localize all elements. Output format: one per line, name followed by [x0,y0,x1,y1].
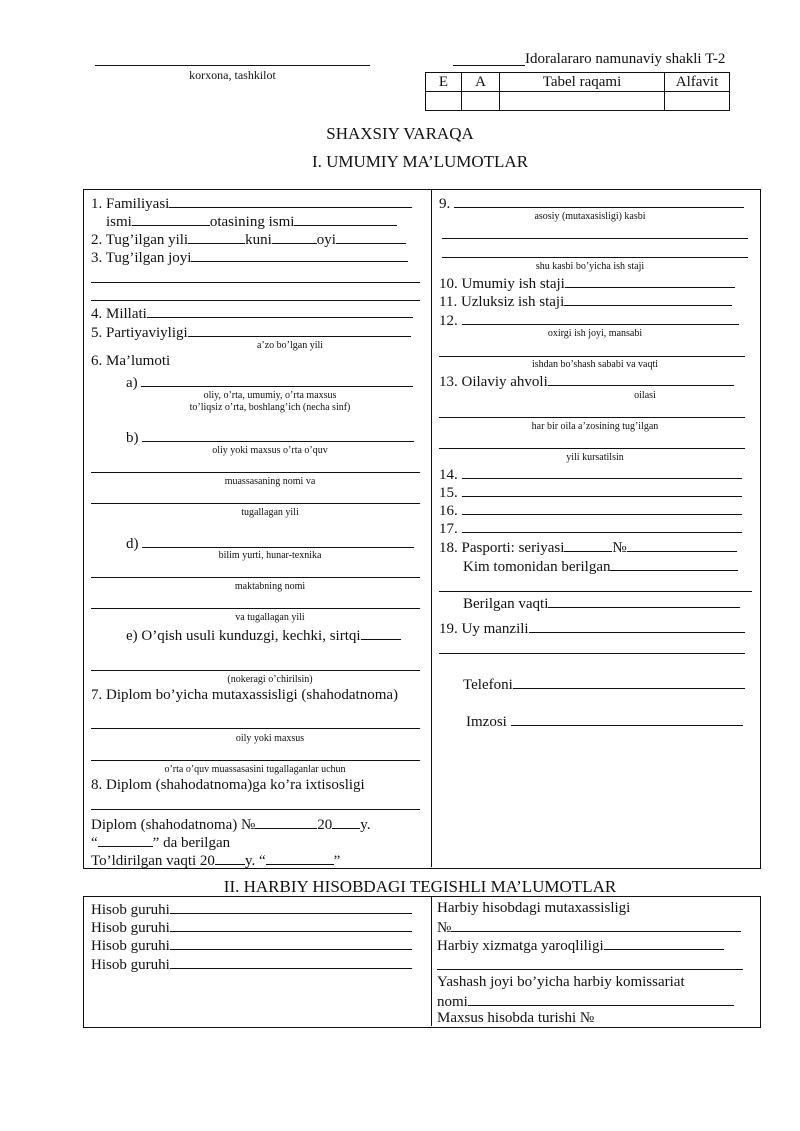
cell-e[interactable] [426,92,462,111]
oqish-line[interactable] [91,670,420,671]
org-caption: korxona, tashkilot [189,68,276,82]
diplom-ixtis-label: 8. Diplom (shahodatnoma)ga ko’ra ixtisosligi [91,777,365,793]
tugilgan-joyi-line3[interactable] [91,300,420,301]
kim-line2[interactable] [439,591,752,592]
yaroqliligi-row[interactable]: Harbiy xizmatga yaroqliligi [437,935,724,955]
oily-maxsus-caption: oily yoki maxsus [235,733,305,744]
b-line2[interactable] [91,472,420,473]
familiyasi-row[interactable]: 1. Familiyasi [91,193,412,213]
yili-kurs-caption: yili kursatilsin [566,452,624,463]
tugallagan-caption: tugallagan yili [241,507,299,518]
form-name: Idoralararo namunaviy shakli T-2 [525,51,726,67]
berilgan-row[interactable]: Berilgan vaqti [463,593,740,613]
th-a: A [462,73,500,92]
yashash-label: Yashash joyi bo’yicha harbiy komissariat [437,974,685,990]
imzosi-row[interactable]: Imzosi [466,711,743,731]
n15-row[interactable]: 15. [439,482,742,502]
da-berilgan-row[interactable]: “ ” da berilgan [91,832,230,852]
oqish-usuli-row[interactable]: e) O’qish usuli kunduzgi, kechki, sirtqi [126,625,401,645]
th-alfavit: Alfavit [665,73,730,92]
n9-line2[interactable] [442,238,748,239]
n9-row[interactable]: 9. [439,193,744,213]
umumiy-staj-row[interactable]: 10. Umumiy ish staji [439,273,735,293]
d-caption: bilim yurti, hunar-texnika [218,550,322,561]
harbiy-mutax-label: Harbiy hisobdagi mutaxassisligi [437,900,631,916]
malumoti-label: 6. Ma’lumoti [91,353,171,369]
diplom-mutax-label: 7. Diplom bo’yicha mutaxassisligi (shahodatnoma) [91,687,399,703]
page-title: SHAXSIY VARAQA [326,124,474,143]
n17-row[interactable]: 17. [439,518,742,538]
n12-line2[interactable] [439,356,745,357]
diplom-mutax-line2[interactable] [91,760,420,761]
n13-line2[interactable] [439,417,745,418]
th-tabel: Tabel raqami [500,73,665,92]
malumoti-a-row[interactable]: a) [126,372,413,392]
tugilgan-joyi-line2[interactable] [91,282,420,283]
n13-line3[interactable] [439,448,745,449]
diplom-ixtis-line[interactable] [91,809,420,810]
tabel-table [425,72,730,111]
tugilgan-joyi-row[interactable]: 3. Tug’ilgan joyi [91,247,408,267]
n9-line3[interactable] [442,257,748,258]
a-caption-1: oliy, o’rta, umumiy, o’rta maxsus [203,390,337,401]
n12-row[interactable]: 12. [439,310,739,330]
malumoti-b-row[interactable]: b) [126,427,414,447]
d-line2[interactable] [91,577,420,578]
uzluksiz-staj-row[interactable]: 11. Uzluksiz ish staji [439,291,732,311]
azo-yili-caption: a’zo bo’lgan yili [256,340,324,351]
maktab-caption: maktabning nomi [234,581,306,592]
form-code-line [453,65,525,66]
asosiy-caption: asosiy (mutaxasisligi) kasbi [534,211,646,222]
pasport-row[interactable]: 18. Pasporti: seriyasi № [439,537,737,557]
uy-manzili-row[interactable]: 19. Uy manzili [439,618,745,638]
muass-caption: muassasaning nomi va [224,476,316,487]
hisob-guruhi-3[interactable]: Hisob guruhi [91,935,412,955]
komissariat-nomi-row[interactable]: nomi [437,991,734,1011]
harbiy-no-row[interactable]: № [437,917,741,937]
uy-manzili-line2[interactable] [439,653,745,654]
section2-title: II. HARBIY HISOBDAGI TEGISHLI MA’LUMOTLAR [223,877,617,896]
b-line3[interactable] [91,503,420,504]
hisob-guruhi-4[interactable]: Hisob guruhi [91,954,412,974]
kim-row[interactable]: Kim tomonidan berilgan [463,556,738,576]
tugilgan-yili-row[interactable]: 2. Tug’ilgan yili kuni oyi [91,229,406,249]
ishdan-caption: ishdan bo’shash sababi va vaqti [531,359,659,370]
yaroqliligi-line2[interactable] [437,969,743,970]
section1-title: I. UMUMIY MA’LUMOTLAR [311,152,529,171]
shu-kasbi-caption: shu kasbi bo’yicha ish staji [535,261,645,272]
telefoni-row[interactable]: Telefoni [463,674,745,694]
d-line3[interactable] [91,608,420,609]
n16-row[interactable]: 16. [439,500,742,520]
oilaviy-row[interactable]: 13. Oilaviy ahvoli [439,371,734,391]
section2-divider [431,896,432,1026]
har-bir-caption: har bir oila a’zosining tug’ilgan [531,421,659,432]
diplom-mutax-line[interactable] [91,728,420,729]
section1-divider [431,189,432,867]
toldirilgan-row[interactable]: To’ldirilgan vaqti 20 y. “ ” [91,850,340,870]
diplom-no-row[interactable]: Diplom (shahodatnoma) № 20 y. [91,814,371,834]
maxsus-hisob-label: Maxsus hisobda turishi № [437,1010,595,1026]
malumoti-d-row[interactable]: d) [126,533,414,553]
orta-tugall-caption: o’rta o’quv muassasasini tugallaganlar uchun [164,764,346,775]
cell-tabel[interactable] [500,92,665,111]
org-name-line [95,65,370,66]
b-caption: oliy yoki maxsus o’rta o’quv [212,445,328,456]
nokeragi-caption: (nokeragi o’chirilsin) [227,674,313,685]
cell-alfavit[interactable] [665,92,730,111]
n14-row[interactable]: 14. [439,464,742,484]
cell-a[interactable] [462,92,500,111]
oxirgi-caption: oxirgi ish joyi, mansabi [547,328,643,339]
hisob-guruhi-2[interactable]: Hisob guruhi [91,917,412,937]
hisob-guruhi-1[interactable]: Hisob guruhi [91,899,412,919]
a-caption-2: to’liqsiz o’rta, boshlang’ich (necha sinf) [189,402,351,413]
va-tugallagan-caption: va tugallagan yili [235,612,305,623]
th-e: E [426,73,462,92]
millati-row[interactable]: 4. Millati [91,303,413,323]
partiyaviyligi-row[interactable]: 5. Partiyaviyligi [91,322,411,342]
ismi-row[interactable]: ismi otasining ismi [106,211,397,231]
oilasi-caption: oilasi [634,390,656,401]
